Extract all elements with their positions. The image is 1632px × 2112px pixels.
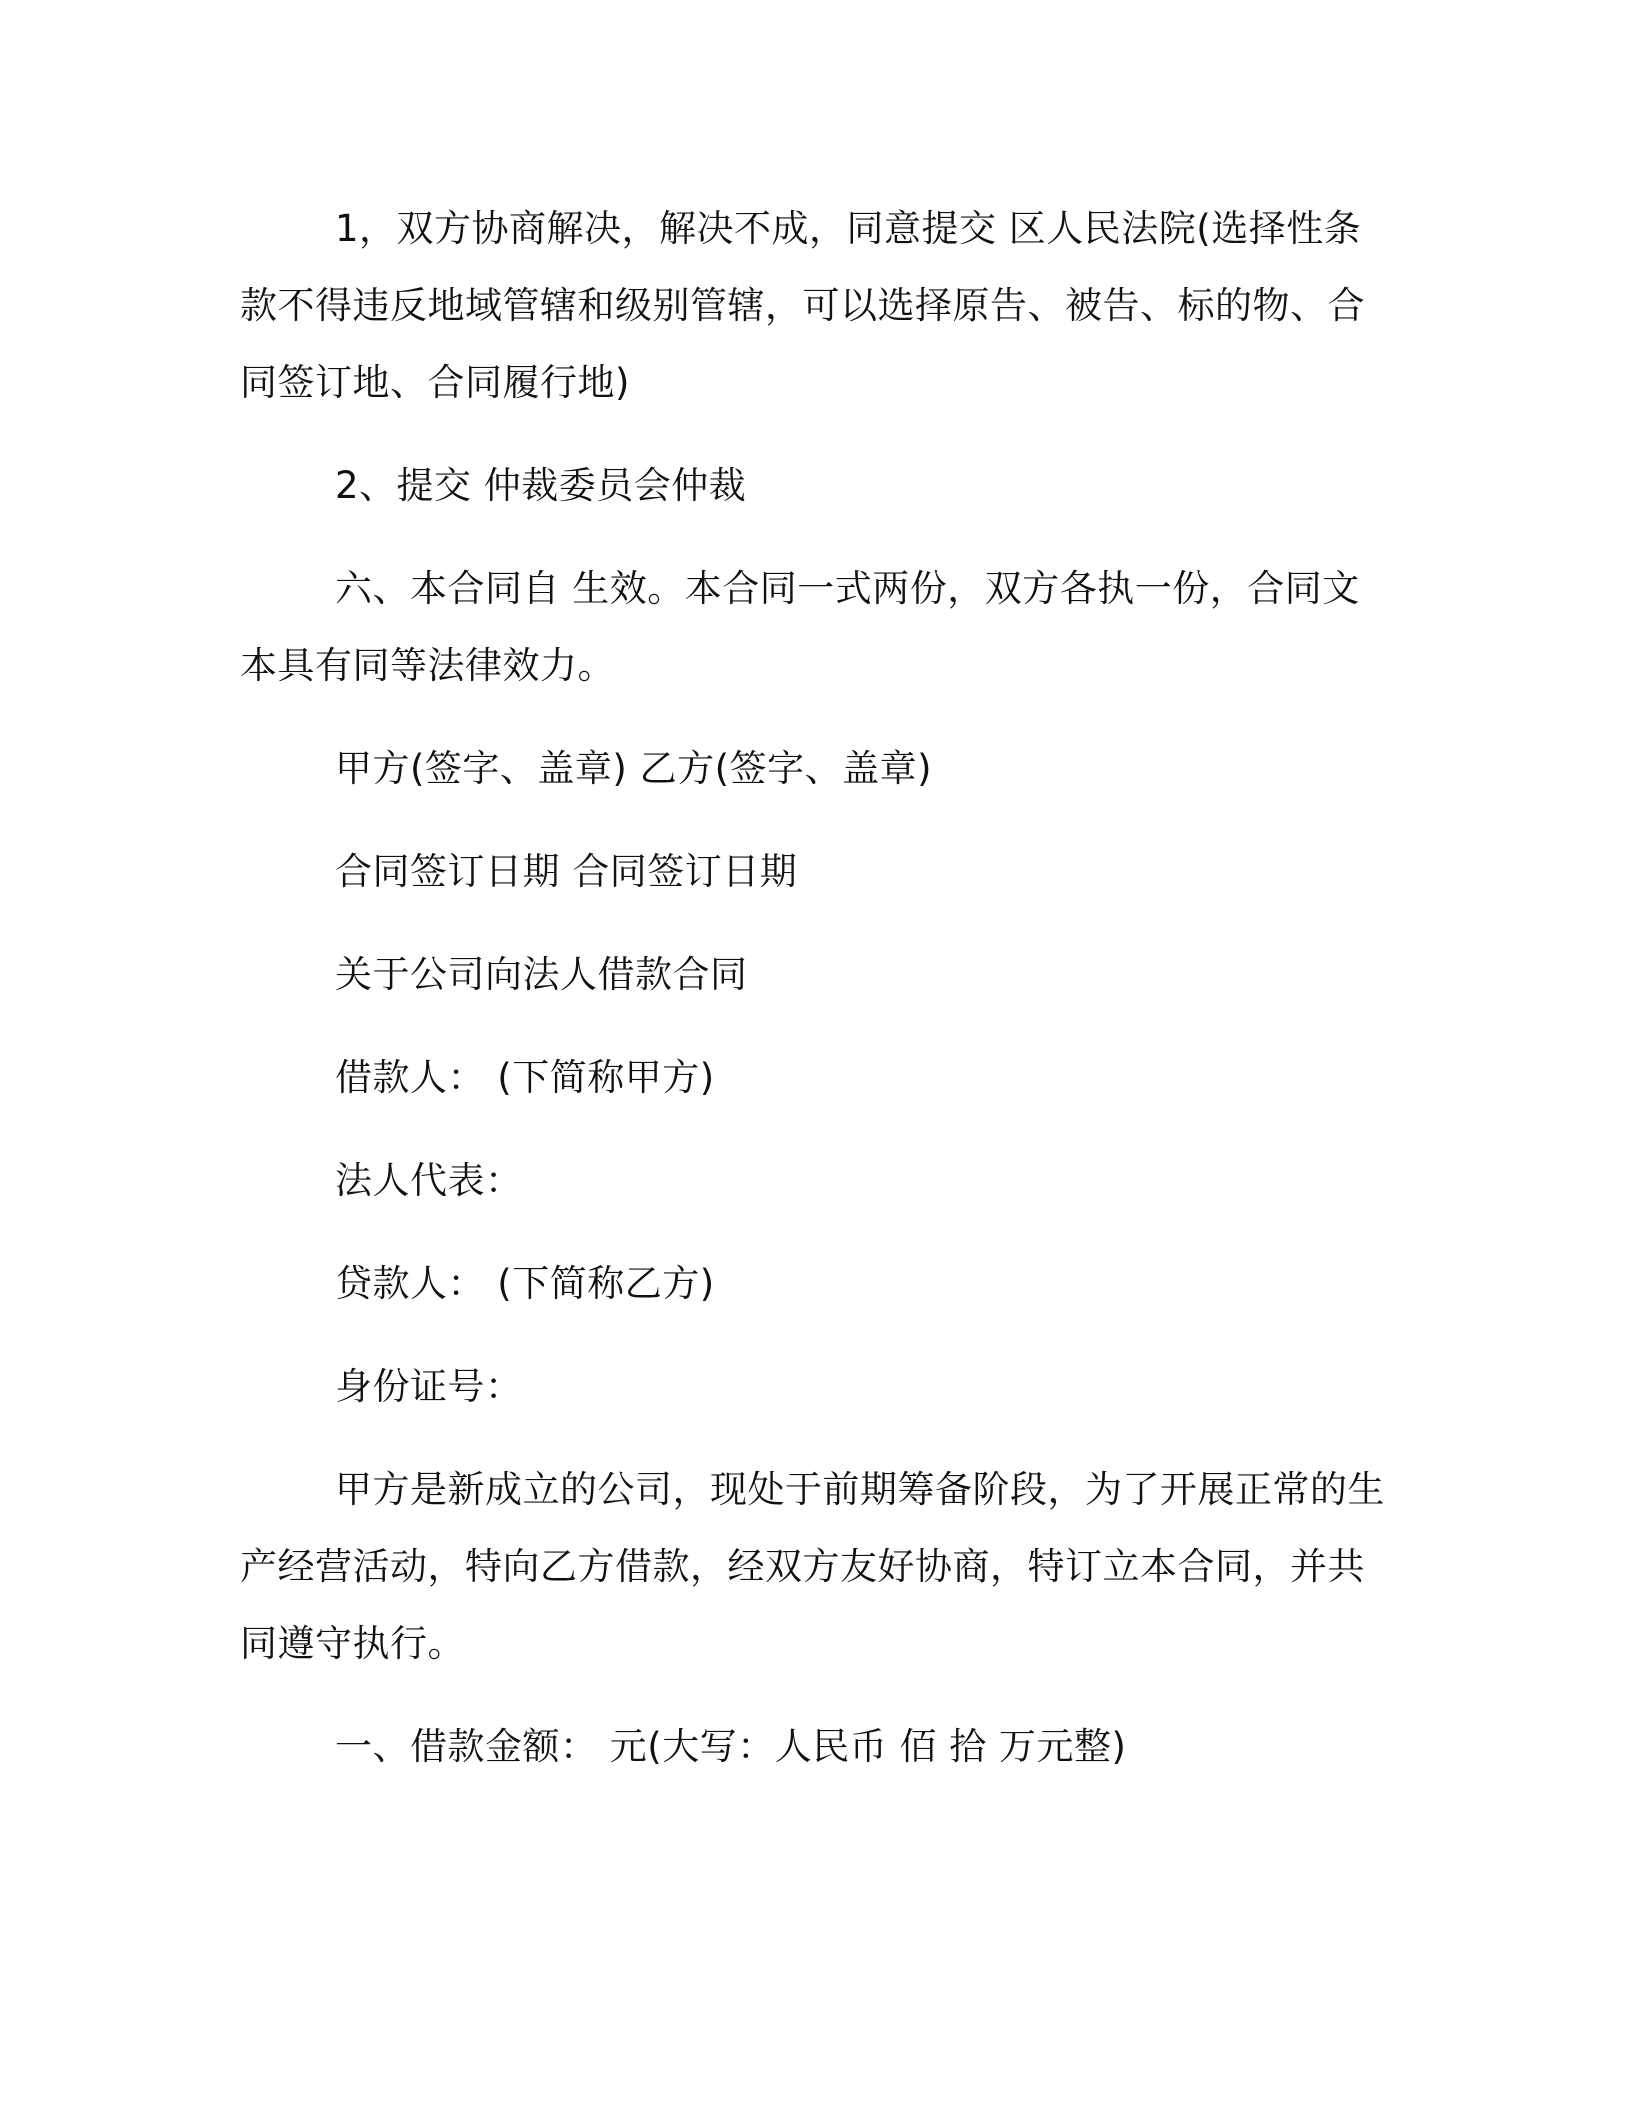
clause-effectiveness: 六、本合同自 生效。本合同一式两份，双方各执一份，合同文本具有同等法律效力。 (240, 567, 1360, 687)
borrower-line: 借款人： (下简称甲方) (335, 1056, 715, 1099)
contract-title: 关于公司向法人借款合同 (335, 953, 748, 996)
id-number-line: 身份证号： (335, 1365, 523, 1408)
signature-line: 甲方(签字、盖章) 乙方(签字、盖章) (335, 747, 933, 790)
clause-arbitration: 2、提交 仲裁委员会仲裁 (335, 464, 747, 507)
document-body (240, 190, 1390, 1811)
signing-date-line: 合同签订日期 合同签订日期 (335, 850, 798, 893)
clause-loan-amount: 一、借款金额： 元(大写：人民币 佰 拾 万元整) (335, 1725, 1127, 1768)
legal-representative-line: 法人代表： (335, 1159, 523, 1202)
contract-preamble: 甲方是新成立的公司，现处于前期筹备阶段，为了开展正常的生产经营活动，特向乙方借款，经双方友好协商，特订立本合同，并共同遵守执行。 (240, 1468, 1385, 1665)
lender-line: 贷款人： (下简称乙方) (335, 1262, 715, 1305)
clause-dispute-negotiation: 1，双方协商解决，解决不成，同意提交 区人民法院(选择性条款不得违反地域管辖和级别管辖，可以选择原告、被告、标的物、合同签订地、合同履行地) (240, 207, 1365, 404)
